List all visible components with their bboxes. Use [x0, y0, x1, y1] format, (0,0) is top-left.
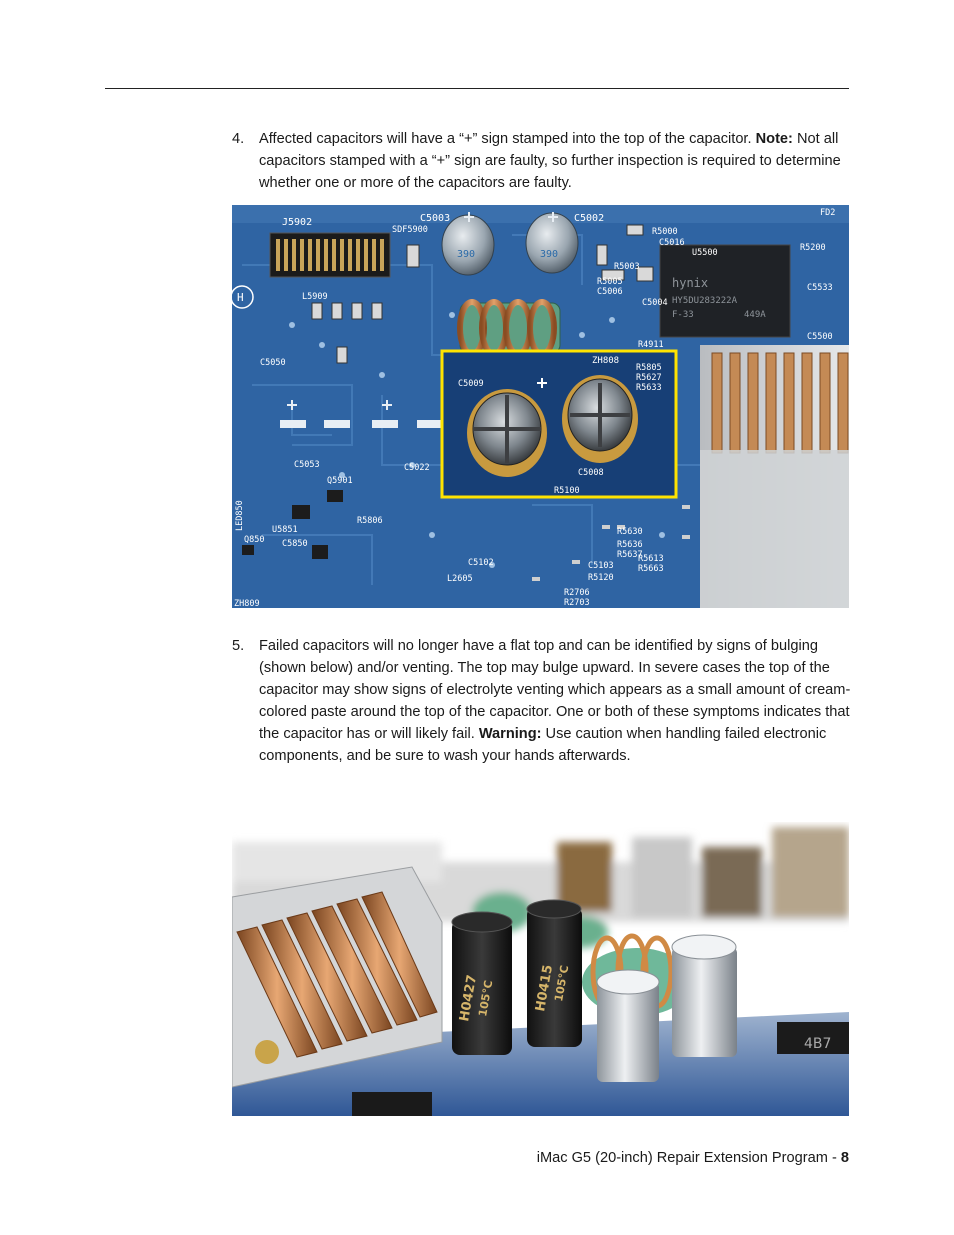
- bulging-capacitors-photo: [232, 822, 849, 1116]
- label-r5637: R5637: [617, 550, 643, 560]
- label-r5003: R5003: [614, 262, 640, 272]
- label-c5016: C5016: [659, 238, 685, 248]
- label-led850: LED850: [235, 500, 245, 531]
- label-c5050: C5050: [260, 358, 286, 368]
- label-c5500: C5500: [807, 332, 833, 342]
- label-c5003: C5003: [420, 213, 451, 224]
- step-text: Failed capacitors will no longer have a flat top and can be identified by signs of bulging (shown below) and/or venting. The top may bulge upward. In severe cases the top of the capacitor may show signs of electrolyte venting which appears as a small amount of cream-colored paste around the top of the capacitor. One or both of these symptoms indicates that the capacitor has or will likely fail. Warning: Use caution when handling failed electronic components, and be sure to wash your hands afterwards.: [259, 638, 851, 764]
- label-r4911: R4911: [638, 340, 664, 350]
- label-c5006: C5006: [597, 287, 623, 297]
- cap-label-b: H0415: [533, 963, 557, 1013]
- label-r5805: R5805: [636, 363, 662, 373]
- label-r5627: R5627: [636, 373, 662, 383]
- cap-label-a: H0427: [457, 973, 481, 1023]
- label-l2605: L2605: [447, 574, 473, 584]
- logic-board-photo: [232, 205, 849, 608]
- step-4: [232, 128, 852, 194]
- label-c5022: C5022: [404, 463, 430, 473]
- label-r5005: R5005: [597, 277, 623, 287]
- label-u5500: U5500: [692, 248, 718, 258]
- label-r5100: R5100: [554, 486, 580, 496]
- label-sdf5900: SDF5900: [392, 225, 428, 235]
- step-text: Affected capacitors will have a “+” sign stamped into the top of the capacitor. Note: Not all capacitors stamped with a “+” sign are faulty, so further inspection is required to determine whether one or more of the capacitors are faulty.: [259, 131, 841, 191]
- label-r5613: R5613: [638, 554, 664, 564]
- label-c5053: C5053: [294, 460, 320, 470]
- label-r5806: R5806: [357, 516, 383, 526]
- label-c5002: C5002: [574, 213, 605, 224]
- cap-temp-a: 105°C: [476, 979, 496, 1018]
- chip-lot: 449A: [744, 310, 766, 320]
- h-marker-label: H: [237, 291, 244, 304]
- label-r5633: R5633: [636, 383, 662, 393]
- label-c5850: C5850: [282, 539, 308, 549]
- label-c5533: C5533: [807, 283, 833, 293]
- chip-code: F-33: [672, 310, 694, 320]
- cap-rating-a: 390: [457, 249, 476, 260]
- label-c5103: C5103: [588, 561, 614, 571]
- page-footer: [537, 1150, 849, 1166]
- label-c5004: C5004: [642, 298, 668, 308]
- label-r2706: R2706: [564, 588, 590, 598]
- header-rule: [105, 88, 849, 89]
- label-r2703: R2703: [564, 598, 590, 608]
- cap-temp-b: 105°C: [552, 964, 572, 1003]
- step-5: [232, 635, 852, 767]
- chip-part: HY5DU283222A: [672, 296, 738, 306]
- label-r5000: R5000: [652, 227, 678, 237]
- label-zh809: ZH809: [234, 599, 260, 608]
- label-r5636: R5636: [617, 540, 643, 550]
- label-r5200: R5200: [800, 243, 826, 253]
- label-u5851: U5851: [272, 525, 298, 535]
- step-number: 5.: [232, 638, 245, 654]
- label-zh808: ZH808: [592, 356, 620, 366]
- label-j5902: J5902: [282, 217, 313, 228]
- cap-rating-b: 390: [540, 249, 559, 260]
- warning-label: Warning:: [478, 726, 542, 742]
- label-c5008: C5008: [578, 468, 604, 478]
- page-number: 8: [840, 1150, 849, 1166]
- label-r5663: R5663: [638, 564, 664, 574]
- label-c5102: C5102: [468, 558, 494, 568]
- label-r5120: R5120: [588, 573, 614, 583]
- label-fd2: FD2: [820, 208, 836, 218]
- chip-brand: hynix: [672, 276, 709, 290]
- zoom-inset: [442, 351, 676, 497]
- label-q850: Q850: [244, 535, 265, 545]
- label-r5630: R5630: [617, 527, 643, 537]
- step-number: 4.: [232, 131, 245, 147]
- label-l5909: L5909: [302, 292, 328, 302]
- footer-title: iMac G5 (20-inch) Repair Extension Program -: [536, 1150, 841, 1166]
- label-q5901: Q5901: [327, 476, 353, 486]
- connector-mark: 4B7: [804, 1036, 832, 1052]
- note-label: Note:: [755, 131, 793, 147]
- label-c5009: C5009: [458, 379, 484, 389]
